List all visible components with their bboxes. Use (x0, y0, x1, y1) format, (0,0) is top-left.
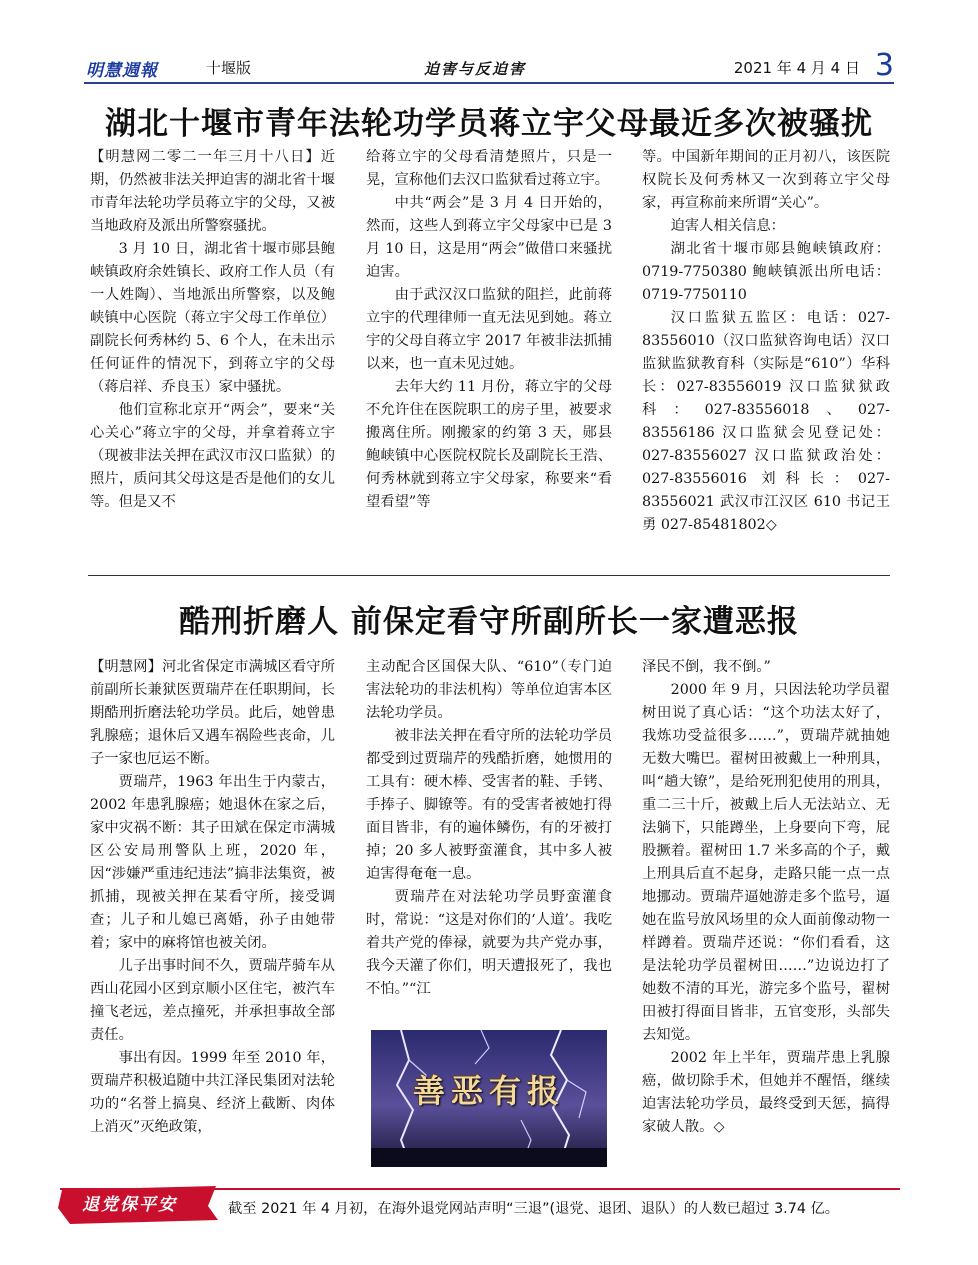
article2-col2 (366, 656, 612, 1001)
masthead: 明慧週報 (86, 61, 158, 81)
paragraph: 事出有因。1999 年至 2010 年，贾瑞芹积极追随中共江泽民集团对法轮功的“名誉上搞臭、经济上截断、肉体上消灭”灭绝政策， (90, 1050, 335, 1135)
footer-notice: 截至 2021 年 4 月初，在海外退党网站声明“三退”(退党、退团、退队）的人数已超过 3.74 亿。 (228, 1201, 840, 1217)
article2-title: 酷刑折磨人 前保定看守所副所长一家遭恶报 (179, 604, 799, 640)
paragraph: 湖北省十堰市郧县鲍峡镇政府：0719-7750380 鲍峡镇派出所电话：0719-7750110 (642, 241, 890, 303)
issue-date: 2021 年 4 月 4 日 (733, 59, 860, 77)
paragraph: 【明慧网】河北省保定市满城区看守所前副所长兼狱医贾瑞芹在任职期间，长期酷刑折磨法轮功学员。此后，她曾患乳腺癌；退休后又遇车祸险些丧命，儿子一家也厄运不断。 (90, 659, 335, 767)
paragraph: 迫害人相关信息： (670, 218, 785, 234)
paragraph: 2000 年 9 月，只因法轮功学员翟树田说了真心话：“这个功法太好了，我炼功受益很多……”，贾瑞芹就抽她无数大嘴巴。翟树田被戴上一种刑具，叫“趟大镣”，是给死刑犯使用的刑具，重二三十斤，被戴上后人无法站立、无法躺下，只能蹲坐，上身要向下弯，屁股撅着。翟树田 1.7 米多高的个子，戴上刑具后直不起身，走路只能一点一点地挪动。贾瑞芹逼她游走多个监号，逼她在监号放风场里的众人面前像动物一样蹲着。贾瑞芹还说：“你们看看，这是法轮功学员翟树田……”边说边打了她数不清的耳光，游完多个监号，翟树田被打得面目皆非，五官变形，头部失去知觉。 (642, 682, 890, 1043)
paragraph: 由于武汉汉口监狱的阻拦，此前蒋立宇的代理律师一直无法见到她。蒋立宇的父母自蒋立宇 2017 年被非法抓捕以来，也一直未见过她。 (366, 287, 612, 372)
article2-col1 (90, 656, 335, 1139)
image-caption: 善恶有报 (412, 1072, 565, 1110)
header-rule (84, 82, 894, 84)
paragraph: 泽民不倒，我不倒。” (642, 659, 771, 675)
article1-col3 (642, 146, 890, 537)
paragraph: 贾瑞芹，1963 年出生于内蒙古，2002 年患乳腺癌；她退休在家之后，家中灾祸不断：其子田斌在保定市满城区公安局刑警队上班，2020 年，因“涉嫌严重违纪违法”搞非法集资，被抓捕，现被关押在某看守所，接受调查；儿子和儿媳已离婚，孙子由她带着；家中的麻将馆也被关闭。 (90, 774, 335, 951)
paragraph: 中共“两会”是 3 月 4 日开始的，然而，这些人到蒋立宇父母家中已是 3 月 10 日，这是用“两会”做借口来骚扰迫害。 (366, 195, 612, 280)
article2-col3 (642, 656, 890, 1139)
article1-col2 (366, 146, 612, 514)
paragraph: 【明慧网二零二一年三月十八日】近期，仍然被非法关押迫害的湖北省十堰市青年法轮功学员蒋立宇的父母，又被当地政府及派出所警察骚扰。 (90, 149, 335, 234)
paragraph: 贾瑞芹在对法轮功学员野蛮灌食时，常说：“这是对你们的‘人道’。我吃着共产党的俸禄，就要为共产党办事，我今天灌了你们，明天遭报死了，我也不怕。”“江 (366, 889, 612, 997)
page-number: 3 (874, 48, 894, 83)
paragraph: 等。中国新年期间的正月初八，该医院权院长及何秀林又一次到蒋立宇父母家，再宣称前来所谓“关心”。 (642, 149, 890, 211)
lightning-image (371, 1030, 607, 1167)
edition-label: 十堰版 (206, 59, 252, 77)
article1-col1 (90, 146, 335, 514)
page-header (84, 48, 894, 83)
paragraph: 被非法关押在看守所的法轮功学员都受到过贾瑞芹的残酷折磨，她惯用的工具有：硬木棒、受害者的鞋、手铐、手捧子、脚镣等。有的受害者被她打得面目皆非，有的遍体鳞伤，有的牙被打掉；20 多人被野蛮灌食，其中多人被迫害得奄奄一息。 (366, 728, 612, 882)
article1-title: 湖北十堰市青年法轮功学员蒋立宇父母最近多次被骚扰 (105, 106, 873, 142)
footer-badge-label: 退党保平安 (82, 1195, 177, 1215)
paragraph: 他们宣称北京开“两会”，要来“关心关心”蒋立宇的父母，并拿着蒋立宇（现被非法关押在武汉市汉口监狱）的照片，质问其父母这是否是他们的女儿等。但是又不 (90, 402, 335, 510)
paragraph: 去年大约 11 月份，蒋立宇的父母不允许住在医院职工的房子里，被要求搬离住所。刚搬家的约第 3 天，郧县鲍峡镇中心医院权院长及副院长王浩、何秀林就到蒋立宇父母家，称要来“看望看望”等 (366, 379, 612, 510)
paragraph: 3 月 10 日，湖北省十堰市郧县鲍峡镇政府余姓镇长、政府工作人员（有一人姓陶）、当地派出所警察，以及鲍峡镇中心医院（蒋立宇父母工作单位）副院长何秀林约 5、6 个人，在未出示任何证件的情况下，到蒋立宇的父母（蒋启祥、乔良玉）家中骚扰。 (90, 241, 335, 395)
section-title: 迫害与反迫害 (424, 60, 527, 78)
paragraph: 给蒋立宇的父母看清楚照片，只是一晃，宣称他们去汉口监狱看过蒋立宇。 (366, 149, 612, 188)
footer-badge (58, 1186, 220, 1224)
article-divider (88, 575, 890, 576)
paragraph: 儿子出事时间不久，贾瑞芹骑车从西山花园小区到京顺小区住宅，被汽车撞飞老远，差点撞死，并承担事故全部责任。 (90, 958, 335, 1043)
paragraph: 汉口监狱五监区：电话：027-83556010（汉口监狱咨询电话）汉口监狱监狱教育科（实际是“610”）华科长：027-83556019 汉口监狱狱政科：027-83556018、027-83556186 汉口监狱会见登记处：027-83556027 汉口监狱政治处：027-83556016 刘科长：027-83556021 武汉市江汉区 610 书记王勇 027-85481802◇ (642, 310, 890, 533)
paragraph: 2002 年上半年，贾瑞芹患上乳腺癌，做切除手术，但她并不醒悟，继续迫害法轮功学员，最终受到天惩，搞得家破人散。◇ (642, 1050, 890, 1135)
paragraph: 主动配合区国保大队、“610”（专门迫害法轮功的非法机构）等单位迫害本区法轮功学员。 (366, 659, 612, 721)
